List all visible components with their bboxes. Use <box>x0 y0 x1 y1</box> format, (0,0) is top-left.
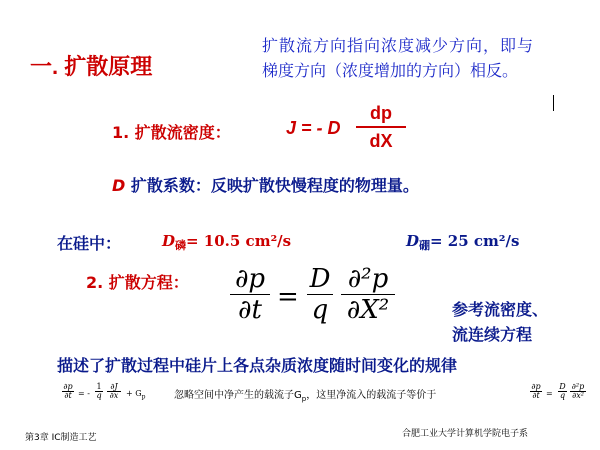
small-eq1-lhs-den: ∂t <box>64 391 72 400</box>
fick-law-fraction <box>356 104 406 150</box>
small-eq1-tail <box>126 389 145 401</box>
dcoef-symbol: D <box>112 176 126 195</box>
reference-line2: 流连续方程 <box>452 325 533 344</box>
dcoef-line <box>112 173 419 196</box>
eq-equals: = <box>277 282 299 312</box>
footer-institution: 合肥工业大学计算机学院电子系 <box>402 429 529 439</box>
slide-title: 一. 扩散原理 <box>30 54 153 79</box>
dcoef-text: 扩散系数：反映扩散快慢程度的物理量。 <box>130 176 419 195</box>
phosphorus-d-symbol: D <box>162 232 176 250</box>
small-eq2-num2: ∂²p <box>571 382 585 391</box>
eq-lhs-denominator: ∂t <box>238 295 262 325</box>
small-eq2-lhs-den: ∂t <box>532 391 540 400</box>
phosphorus-subscript: 磷 <box>175 239 187 252</box>
eq-rhs-denominator: ∂X² <box>346 295 390 325</box>
text-cursor <box>553 95 554 111</box>
boron-diffusivity <box>406 232 519 253</box>
small-note <box>174 386 436 403</box>
direction-note-line2: 梯度方向（浓度增加的方向）相反。 <box>262 61 519 80</box>
small-eq2-mid: = <box>546 389 553 398</box>
small-eq2-lhs-num: ∂p <box>531 382 541 391</box>
small-eq1-den: q <box>96 391 102 400</box>
eq-lhs-fraction <box>230 266 270 323</box>
boron-d-symbol: D <box>406 232 420 250</box>
phosphorus-value: = 10.5 cm²/s <box>186 232 292 250</box>
direction-note-line1: 扩散流方向指向浓度减少方向，即与 <box>262 36 535 55</box>
small-eq1-mid: = - <box>78 389 90 398</box>
summary-text: 描述了扩散过程中硅片上各点杂质浓度随时间变化的规律 <box>57 356 458 375</box>
eq-q: q <box>311 295 329 325</box>
small-note-text: 忽略空间中净产生的载流子G <box>174 390 302 401</box>
small-eq1-lhs <box>62 383 74 400</box>
small-eq2-lhs <box>530 383 542 400</box>
small-eq1-num: 1 <box>96 382 102 391</box>
small-note-sub: p <box>301 395 307 403</box>
footer-chapter: 第3章 IC制造工艺 <box>25 433 97 443</box>
small-eq1-lhs-num: ∂p <box>63 382 73 391</box>
small-eq1-frac2 <box>107 383 121 400</box>
small-eq2-den2: ∂x² <box>572 391 584 400</box>
small-eq2-den: q <box>559 391 566 400</box>
small-eq1-den2: ∂x <box>109 391 119 400</box>
item2-label: 2. 扩散方程： <box>86 273 189 292</box>
item1-label: 1. 扩散流密度： <box>112 123 231 142</box>
small-eq2-frac2 <box>570 383 586 400</box>
small-eq1-num2: ∂J <box>110 382 118 391</box>
fick-numerator: dp <box>370 103 392 123</box>
eq-rhs-numerator: ∂²p <box>347 264 389 294</box>
small-note-tail: ，这里净流入的载流子等价于 <box>306 390 437 401</box>
fick-law-lhs: J = - D <box>286 118 341 138</box>
fick-denominator: dX <box>369 131 393 151</box>
eq-d-over-q <box>307 266 333 323</box>
eq-rhs-fraction <box>341 266 395 323</box>
small-eq1-tail-sub: p <box>141 393 146 401</box>
boron-value: = 25 cm²/s <box>430 232 520 250</box>
small-eq1-frac1 <box>95 383 103 400</box>
small-eq2-frac1 <box>558 383 567 400</box>
eq-lhs-numerator: ∂p <box>234 264 266 294</box>
small-eq1-tail-text: + G <box>126 389 142 398</box>
reference-line1: 参考流密度、 <box>452 300 549 319</box>
in-silicon-label: 在硅中： <box>57 234 122 253</box>
boron-subscript: 硼 <box>419 239 431 252</box>
small-eq2-num: D <box>559 382 566 391</box>
phosphorus-diffusivity <box>162 232 291 253</box>
eq-d: D <box>309 264 331 294</box>
